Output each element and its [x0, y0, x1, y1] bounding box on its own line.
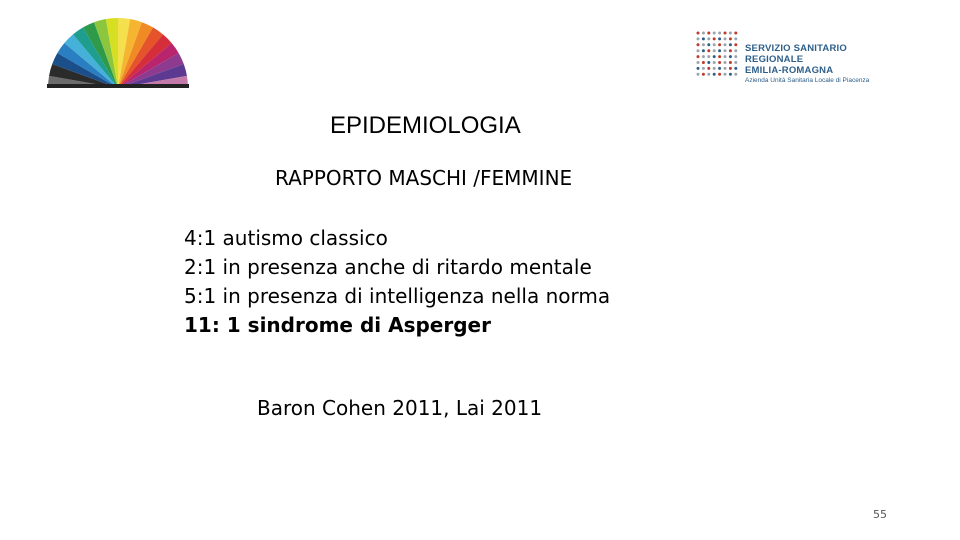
grid-dot: [697, 37, 700, 40]
grid-dot: [707, 67, 710, 70]
page-number: 55: [873, 508, 887, 521]
grid-dot: [702, 55, 705, 58]
rainbow-fan-logo-icon: [47, 14, 189, 88]
grid-dot: [734, 73, 737, 76]
grid-dot: [734, 55, 737, 58]
ratio-item: 2:1 in presenza anche di ritardo mentale: [184, 255, 592, 279]
grid-dot: [702, 49, 705, 52]
dot-grid-logo-icon: [695, 30, 739, 78]
grid-dot: [713, 43, 716, 46]
grid-dot: [713, 49, 716, 52]
grid-dot: [729, 67, 732, 70]
grid-dot: [734, 43, 737, 46]
fan-base: [47, 84, 189, 88]
grid-dot: [718, 55, 721, 58]
grid-dot: [697, 49, 700, 52]
ratio-item: 5:1 in presenza di intelligenza nella norma: [184, 284, 611, 308]
grid-dot: [724, 37, 727, 40]
grid-dot: [724, 55, 727, 58]
grid-dot: [707, 32, 710, 35]
grid-dot: [718, 37, 721, 40]
grid-dot: [729, 61, 732, 64]
grid-dot: [734, 61, 737, 64]
grid-dot: [729, 73, 732, 76]
grid-dot: [713, 55, 716, 58]
grid-dot: [713, 73, 716, 76]
grid-dot: [734, 37, 737, 40]
ratio-item-asperger: 11: 1 sindrome di Asperger: [184, 313, 491, 337]
grid-dot: [713, 32, 716, 35]
grid-dot: [724, 67, 727, 70]
grid-dot: [724, 61, 727, 64]
grid-dot: [718, 73, 721, 76]
grid-dot: [697, 61, 700, 64]
regional-health-logo: [695, 30, 895, 84]
grid-dot: [729, 43, 732, 46]
grid-dot: [697, 73, 700, 76]
grid-dot: [724, 73, 727, 76]
grid-dot: [713, 37, 716, 40]
slide-subtitle: RAPPORTO MASCHI /FEMMINE: [275, 166, 573, 190]
grid-dot: [729, 55, 732, 58]
grid-dot: [707, 55, 710, 58]
grid-dot: [729, 49, 732, 52]
citation: Baron Cohen 2011, Lai 2011: [257, 396, 543, 420]
grid-dot: [729, 37, 732, 40]
grid-dot: [707, 37, 710, 40]
ratio-item: 4:1 autismo classico: [184, 226, 388, 250]
grid-dot: [713, 61, 716, 64]
slide-title: EPIDEMIOLOGIA: [330, 112, 521, 139]
grid-dot: [702, 67, 705, 70]
grid-dot: [729, 32, 732, 35]
logo-line-agency: Azienda Unità Sanitaria Locale di Piacenza: [745, 77, 870, 84]
grid-dot: [724, 43, 727, 46]
ratio-list: [184, 224, 610, 340]
grid-dot: [718, 61, 721, 64]
grid-dot: [707, 49, 710, 52]
grid-dot: [713, 67, 716, 70]
grid-dot: [702, 37, 705, 40]
grid-dot: [697, 55, 700, 58]
grid-dot: [707, 61, 710, 64]
grid-dot: [702, 43, 705, 46]
grid-dot: [718, 32, 721, 35]
grid-dot: [707, 43, 710, 46]
logo-line-service: SERVIZIO SANITARIO REGIONALE: [745, 43, 847, 65]
grid-dot: [707, 73, 710, 76]
grid-dot: [724, 49, 727, 52]
grid-dot: [702, 73, 705, 76]
grid-dot: [734, 32, 737, 35]
grid-dot: [697, 43, 700, 46]
grid-dot: [718, 67, 721, 70]
grid-dot: [718, 49, 721, 52]
grid-dot: [697, 67, 700, 70]
grid-dot: [702, 61, 705, 64]
logo-line-region: EMILIA-ROMAGNA: [745, 65, 834, 76]
logo-text: [745, 43, 895, 86]
grid-dot: [718, 43, 721, 46]
grid-dot: [734, 49, 737, 52]
grid-dot: [734, 67, 737, 70]
grid-dot: [702, 32, 705, 35]
grid-dot: [724, 32, 727, 35]
grid-dot: [697, 32, 700, 35]
